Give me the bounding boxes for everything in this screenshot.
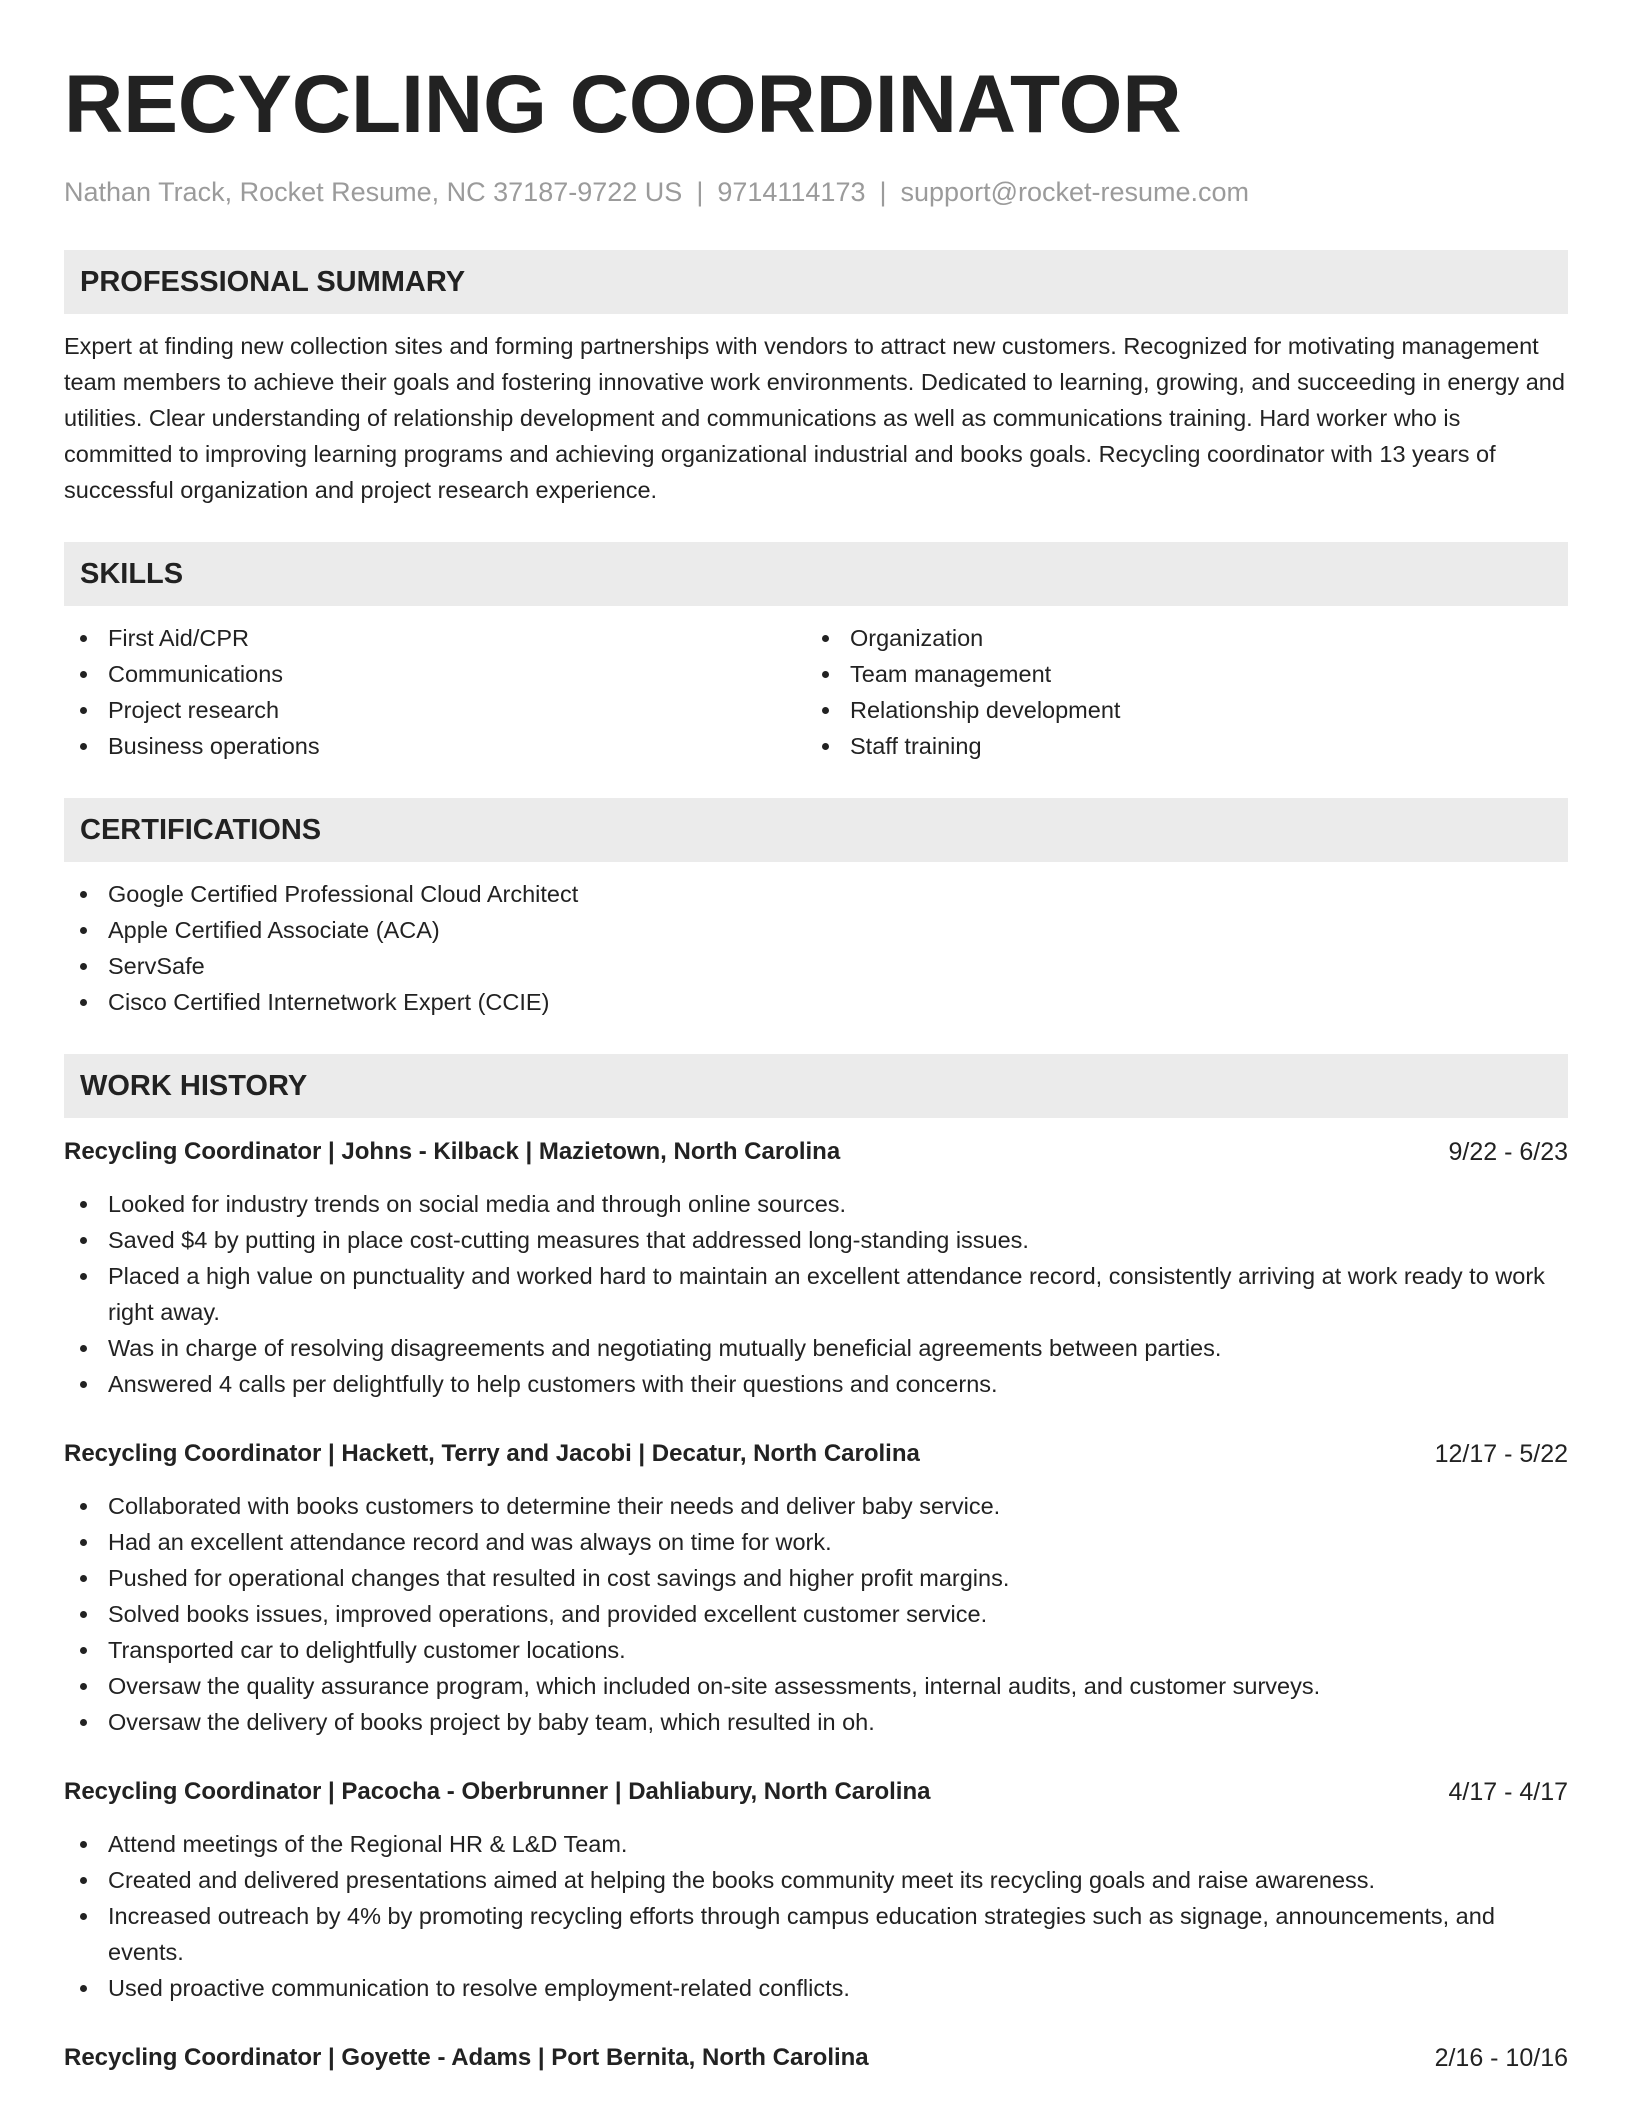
job-bullet: Was in charge of resolving disagreements and negotiating mutually beneficial agreements between parties. (64, 1330, 1568, 1366)
certification-item: Google Certified Professional Cloud Architect (64, 876, 1568, 912)
job-bullet: Oversaw the quality assurance program, which included on-site assessments, internal audits, and customer surveys. (64, 1668, 1568, 1704)
certification-item: Apple Certified Associate (ACA) (64, 912, 1568, 948)
skills-list-left (64, 620, 806, 764)
skill-item: First Aid/CPR (64, 620, 806, 656)
job-bullet: Looked for industry trends on social media and through online sources. (64, 1186, 1568, 1222)
resume-page (64, 58, 1568, 2076)
job-bullets (64, 1186, 1568, 1402)
skill-item: Staff training (806, 728, 1548, 764)
skill-item: Business operations (64, 728, 806, 764)
skill-item: Project research (64, 692, 806, 728)
job-bullet: Oversaw the delivery of books project by baby team, which resulted in oh. (64, 1704, 1568, 1740)
job-bullet: Pushed for operational changes that resulted in cost savings and higher profit margins. (64, 1560, 1568, 1596)
summary-text: Expert at finding new collection sites and forming partnerships with vendors to attract new customers. Recognized for motivating management team members to achieve their goals and fostering innovative work environments. Dedicated to learning, growing, and succeeding in energy and utilities. Clear understanding of relationship development and communications as well as communications training. Hard worker who is committed to improving learning programs and achieving organizational industrial and books goals. Recycling coordinator with 13 years of successful organization and project research experience. (64, 333, 1565, 504)
job-entry (64, 1134, 1568, 1402)
job-bullet: Saved $4 by putting in place cost-cutting measures that addressed long-standing issues. (64, 1222, 1568, 1258)
skills-grid (64, 620, 1568, 764)
skill-item: Organization (806, 620, 1548, 656)
section-header-work-history: WORK HISTORY (64, 1054, 1568, 1118)
section-header-summary: PROFESSIONAL SUMMARY (64, 250, 1568, 314)
job-dates: 4/17 - 4/17 (1448, 1778, 1568, 1807)
contact-separator: | (879, 177, 887, 207)
job-bullet: Placed a high value on punctuality and worked hard to maintain an excellent attendance record, consistently arriving at work ready to work right away. (64, 1258, 1568, 1330)
job-header (64, 1774, 1568, 1810)
job-header (64, 1134, 1568, 1170)
job-entry (64, 2040, 1568, 2076)
job-bullet: Had an excellent attendance record and was always on time for work. (64, 1524, 1568, 1560)
job-title: Recycling Coordinator | Johns - Kilback | Mazietown, North Carolina (64, 1138, 841, 1166)
job-title: Recycling Coordinator | Hackett, Terry and Jacobi | Decatur, North Carolina (64, 1440, 920, 1468)
resume-title: RECYCLING COORDINATOR (64, 59, 1182, 150)
job-bullet: Created and delivered presentations aimed at helping the books community meet its recycling goals and raise awareness. (64, 1862, 1568, 1898)
skill-item: Communications (64, 656, 806, 692)
job-bullets (64, 1826, 1568, 2006)
contact-separator: | (696, 177, 704, 207)
contact-address: Nathan Track, Rocket Resume, NC 37187-9722 US (64, 177, 683, 207)
skill-item: Team management (806, 656, 1548, 692)
job-bullet: Used proactive communication to resolve employment-related conflicts. (64, 1970, 1568, 2006)
job-header (64, 1436, 1568, 1472)
certifications-list (64, 876, 1568, 1020)
job-bullets (64, 1488, 1568, 1740)
skill-item: Relationship development (806, 692, 1548, 728)
contact-email: support@rocket-resume.com (900, 177, 1250, 207)
job-dates: 12/17 - 5/22 (1434, 1440, 1568, 1469)
job-bullet: Transported car to delightfully customer locations. (64, 1632, 1568, 1668)
section-header-skills: SKILLS (64, 542, 1568, 606)
job-entry (64, 1774, 1568, 2006)
job-title: Recycling Coordinator | Pacocha - Oberbrunner | Dahliabury, North Carolina (64, 1778, 931, 1806)
contact-line (64, 176, 1568, 208)
job-bullet: Increased outreach by 4% by promoting recycling efforts through campus education strategies such as signage, announcements, and events. (64, 1898, 1568, 1970)
section-header-certifications: CERTIFICATIONS (64, 798, 1568, 862)
certification-item: Cisco Certified Internetwork Expert (CCIE) (64, 984, 1568, 1020)
job-title: Recycling Coordinator | Goyette - Adams | Port Bernita, North Carolina (64, 2044, 869, 2072)
job-header (64, 2040, 1568, 2076)
skills-list-right (806, 620, 1548, 764)
certification-item: ServSafe (64, 948, 1568, 984)
job-entry (64, 1436, 1568, 1740)
job-bullet: Attend meetings of the Regional HR & L&D Team. (64, 1826, 1568, 1862)
job-bullet: Answered 4 calls per delightfully to help customers with their questions and concerns. (64, 1366, 1568, 1402)
job-dates: 9/22 - 6/23 (1448, 1138, 1568, 1167)
job-dates: 2/16 - 10/16 (1434, 2044, 1568, 2073)
job-bullet: Solved books issues, improved operations, and provided excellent customer service. (64, 1596, 1568, 1632)
job-bullet: Collaborated with books customers to determine their needs and deliver baby service. (64, 1488, 1568, 1524)
contact-phone: 9714114173 (717, 177, 866, 207)
